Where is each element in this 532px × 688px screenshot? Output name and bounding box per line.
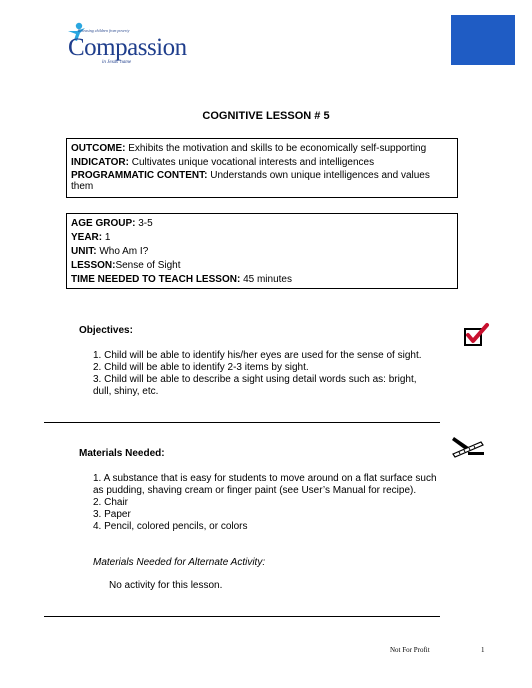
footer-text: Not For Profit [390, 646, 430, 654]
lesson-label: LESSON: [71, 260, 116, 271]
objective-item: 3. Child will be able to describe a sight using detail words such as: bright, dull, shiny, etc. [93, 374, 417, 397]
outcome-label: OUTCOME: [71, 143, 126, 154]
material-item: 2. Chair [93, 497, 129, 508]
pencil-ruler-icon [451, 435, 487, 459]
indicator-value: Cultivates unique vocational interests and intelligences [131, 157, 375, 168]
lesson-value: Sense of Sight [115, 260, 181, 271]
content-line [71, 170, 453, 192]
objectives-list [93, 350, 423, 398]
unit-value: Who Am I? [99, 246, 149, 257]
year-line [71, 231, 453, 245]
page-title: COGNITIVE LESSON # 5 [202, 110, 330, 122]
outcome-line [71, 142, 453, 156]
blue-block [451, 15, 515, 65]
checkbox-check-icon [463, 322, 491, 348]
outcome-box [66, 138, 458, 198]
section-divider [44, 422, 440, 423]
year-label: YEAR: [71, 232, 103, 243]
materials-title: Materials Needed: [79, 448, 165, 459]
logo-tagline: Releasing children from poverty [78, 28, 130, 33]
content-label: PROGRAMMATIC CONTENT: [71, 170, 208, 181]
unit-line [71, 245, 453, 259]
objective-item: 2. Child will be able to identify 2-3 items by sight. [93, 362, 309, 373]
material-item: 1. A substance that is easy for students to move around on a flat surface such as pudding, shaving cream or finger paint (see User’s Manual for recipe). [93, 473, 437, 496]
unit-label: UNIT: [71, 246, 97, 257]
materials-list [93, 473, 438, 533]
lesson-info-box [66, 213, 458, 289]
age-line [71, 217, 453, 231]
material-item: 3. Paper [93, 509, 131, 520]
indicator-line [71, 156, 453, 170]
alternate-activity-text: No activity for this lesson. [109, 580, 223, 591]
logo-wordmark: Compassion [68, 34, 187, 61]
logo-subtext: in Jesus' name [102, 60, 132, 65]
alternate-activity-title: Materials Needed for Alternate Activity: [93, 557, 266, 568]
time-label: TIME NEEDED TO TEACH LESSON: [71, 274, 241, 285]
section-divider [44, 616, 440, 617]
compassion-logo [52, 22, 187, 68]
age-value: 3-5 [138, 218, 153, 229]
time-line [71, 273, 453, 287]
lesson-line [71, 259, 453, 273]
objectives-title: Objectives: [79, 325, 133, 336]
age-label: AGE GROUP: [71, 218, 136, 229]
content-value: Understands own unique intelligences and values them [71, 170, 430, 192]
outcome-value: Exhibits the motivation and skills to be economically self-supporting [128, 143, 427, 154]
indicator-label: INDICATOR: [71, 157, 129, 168]
year-value: 1 [104, 232, 111, 243]
objective-item: 1. Child will be able to identify his/her eyes are used for the sense of sight. [93, 350, 422, 361]
material-item: 4. Pencil, colored pencils, or colors [93, 521, 248, 532]
page-number: 1 [481, 646, 485, 654]
time-value: 45 minutes [243, 274, 292, 285]
